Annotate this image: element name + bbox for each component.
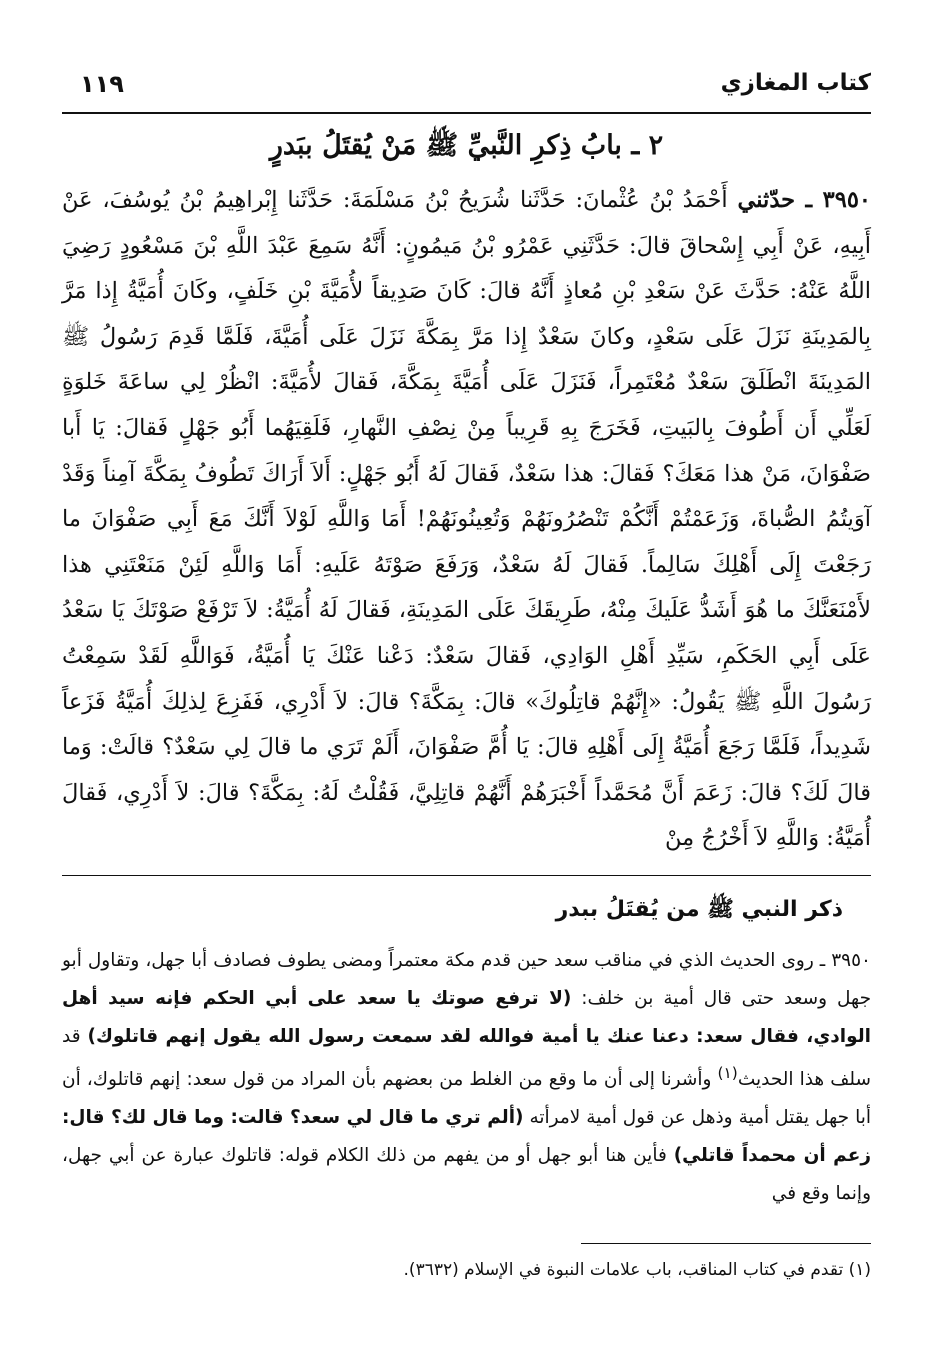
commentary-paragraph xyxy=(62,942,871,1213)
running-header-title: كتاب المغازي xyxy=(720,70,871,96)
page-number: ١١٩ xyxy=(80,70,124,98)
commentary-part: فأين هنا أبو جهل أو من يفهم من ذلك الكلام قوله: قاتلوك عبارة عن أبي جهل، وإنما وقع في xyxy=(62,1145,871,1204)
commentary-title: ذكر النبي ﷺ من يُقتَلُ ببدر xyxy=(555,897,843,922)
commentary-quote: (ألم تري ما قال لي سعد؟ قالت: وما قال لك؟ قال: زعم أن محمداً قاتلي) xyxy=(62,1107,871,1167)
chapter-heading: ٢ ـ بابُ ذِكرِ النَّبيِّ ﷺ مَنْ يُقتَلُ ببَدرٍ xyxy=(269,130,664,161)
hadith-body: أَحْمَدُ بْنُ عُثْمانَ: حَدَّثَنا شُرَيحُ بْنُ مَسْلَمَةَ: حَدَّثَنا إِبْراهِيمُ بْنُ يُوسُفَ، عَنْ أَبِيهِ، عَنْ أَبِي إِسْحاقَ قالَ: حَدَّثَنِي عَمْرُو بْنُ مَيمُونٍ: أَنَّهُ سَمِعَ عَبْدَ اللَّهِ بْنَ مَسْعُودٍ رَضِيَ اللَّهُ عَنْهُ: حَدَّثَ عَنْ سَعْدِ بْنِ مُعاذٍ أَنَّهُ قالَ: كَانَ صَدِيقاً لأُمَيَّةَ بْنِ خَلَفٍ، وكَانَ أُمَيَّةُ إِذا مَرَّ بِالمَدِينَةِ نَزَلَ عَلَى سَعْدٍ، وكانَ سَعْدٌ إِذا مَرَّ بِمَكَّةَ نَزَلَ عَلَى أُمَيَّةَ، فَلَمَّا قَدِمَ رَسُولُ ﷺ المَدِينَةَ انْطَلَقَ سَعْدٌ مُعْتَمِراً، فَنَزَلَ عَلَى أُمَيَّةَ بِمَكَّةَ، فَقالَ لأُمَيَّةَ: انْظُرْ لِي ساعَةَ خَلوَةٍ لَعَلِّي أَن أَطُوفَ بِالبَيتِ، فَخَرَجَ بِهِ قَرِيباً مِنْ نِصْفِ النَّهارِ، فَلَقِيَهُما أَبُو جَهْلٍ فَقالَ: يَا أَبا صَفْوَانَ، مَنْ هذا مَعَكَ؟ فَقالَ: هذا سَعْدٌ، فَقالَ لَهُ أَبُو جَهْلٍ: أَلاَ أَرَاكَ تَطُوفُ بِمَكَّةَ آمِناً وَقَدْ آوَيتُمُ الصُّباةَ، وَزَعَمْتُمْ أَنَّكُمْ تَنْصُرُونَهُمْ وَتُعِينُونَهُمْ! أَمَا وَاللَّهِ لَوْلاَ أَنَّكَ مَعَ أَبِي صَفْوَانَ ما رَجَعْتَ إِلَى أَهْلِكَ سَالِماً. فَقالَ لَهُ سَعْدٌ، وَرَفَعَ صَوْتَهُ عَلَيهِ: أَمَا وَاللَّهِ لَئِنْ مَنَعْتَنِي هذا لأَمْنَعَنَّكَ ما هُوَ أَشَدُّ عَلَيكَ مِنْهُ، طَرِيقَكَ عَلَى المَدِينَةِ، فَقالَ لَهُ أُمَيَّةُ: لاَ تَرْفَعْ صَوْتَكَ يَا سَعْدُ عَلَى أَبِي الحَكَمِ، سَيِّدِ أَهْلِ الوَادِي، فَقالَ سَعْدٌ: دَعْنا عَنْكَ يَا أُمَيَّةُ، فَوَاللَّهِ لَقَدْ سَمِعْتُ رَسُولَ اللَّهِ ﷺ يَقُولُ: «إِنَّهُمْ قاتِلُوكَ» قالَ: بِمَكَّةَ؟ قالَ: لاَ أَدْرِي، فَفَزِعَ لِذلِكَ أُمَيَّةُ فَزَعاً شَدِيداً، فَلَمَّا رَجَعَ أُمَيَّةُ إِلَى أَهْلِهِ قالَ: يَا أُمَّ صَفْوَانَ، أَلَمْ تَرَي ما قالَ لِي سَعْدٌ؟ قالَتْ: وَما قالَ لَكَ؟ قالَ: زَعَمَ أَنَّ مُحَمَّداً أَخْبَرَهُمْ أَنَّهُمْ قاتِلِيَّ، فَقُلْتُ لَهُ: بِمَكَّةَ؟ قالَ: لاَ أَدْرِي، فَقالَ أُمَيَّةُ: وَاللَّهِ لاَ أَخْرُجُ مِنْ xyxy=(62,187,871,852)
commentary-part: قد سلف هذا الحديث xyxy=(62,1025,871,1091)
commentary-part: وأشرنا إلى أن ما وقع من الغلط من بعضهم بأن المراد من قول سعد: إنهم قاتلوك، أن أبا جهل يقتل أمية وذهل عن قول أمية لامرأته xyxy=(62,1069,871,1129)
footnote-rule xyxy=(581,1243,871,1244)
footnote: (١) تقدم في كتاب المناقب، باب علامات النبوة في الإسلام (٣٦٣٢). xyxy=(403,1260,871,1280)
section-divider xyxy=(62,875,871,876)
commentary-part: ٣٩٥٠ ـ روى الحديث الذي في مناقب سعد حين قدم مكة معتمراً ومضى يطوف فصادف أبا جهل، وتقاول أبو جهل وسعد حتى قال أمية بن خلف: xyxy=(62,950,872,1009)
hadith-paragraph xyxy=(62,178,871,862)
header-rule xyxy=(62,112,871,114)
commentary-quote: (لا ترفع صوتك يا سعد على أبي الحكم فإنه سيد أهل الوادي، فقال سعد: دعنا عنك يا أمية فوالله لقد سمعت رسول الله يقول إنهم قاتلوك) xyxy=(62,987,872,1047)
commentary-text xyxy=(62,942,871,1213)
footnote-marker: (١) xyxy=(717,1064,738,1083)
hadith-number: ٣٩٥٠ ـ حدّثني xyxy=(737,187,872,213)
hadith-text xyxy=(62,178,871,862)
